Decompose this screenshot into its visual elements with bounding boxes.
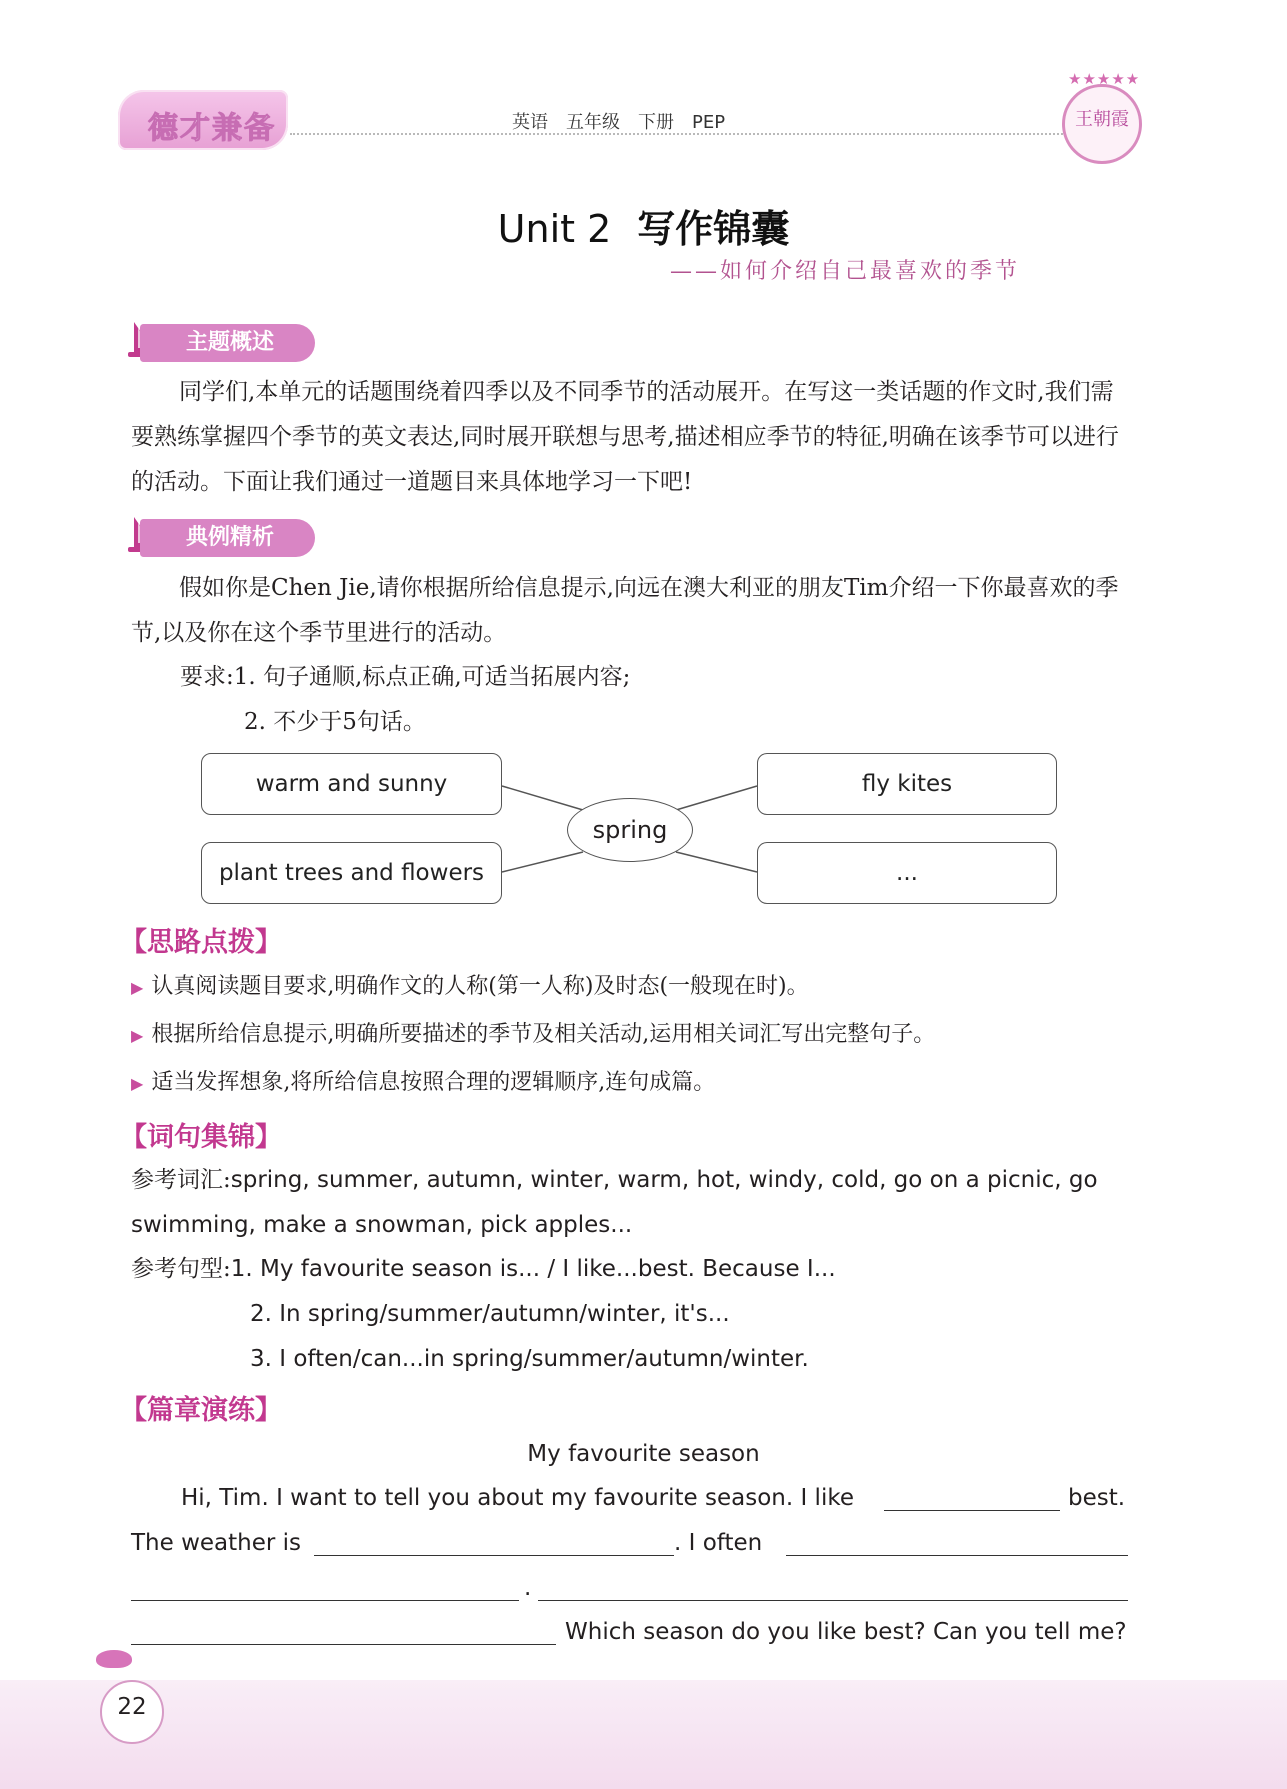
- vocab-words-line1: 参考词汇:spring, summer, autumn, winter, warm, hot, windy, cold, go on a picnic, go: [131, 1167, 1098, 1193]
- logo-text: 德才兼备: [148, 111, 276, 146]
- vocab-patterns-label: 参考句型:: [131, 1256, 231, 1282]
- blank-line3-b[interactable]: [538, 1600, 1128, 1601]
- tips-heading: 【思路点拨】: [120, 927, 282, 958]
- tip-item: ▶ 根据所给信息提示,明确所要描述的季节及相关活动,运用相关词汇写出完整句子。: [131, 1022, 936, 1047]
- blank-weather[interactable]: [314, 1555, 674, 1556]
- blank-activity[interactable]: [786, 1555, 1128, 1556]
- header-subject: 英语: [512, 112, 548, 133]
- vocab-pattern-2: 2. In spring/summer/autumn/winter, it's...: [250, 1301, 730, 1327]
- dolphin-icon: [96, 1650, 132, 1668]
- diagram-box-activity: plant trees and flowers: [201, 842, 502, 904]
- vocab-pattern-1: 参考句型:1. My favourite season is... / I like...best. Because I...: [131, 1256, 836, 1282]
- tip-item: ▶ 适当发挥想象,将所给信息按照合理的逻辑顺序,连句成篇。: [131, 1070, 716, 1095]
- requirement-2: 2. 不少于5句话。: [244, 709, 426, 735]
- blank-season[interactable]: [884, 1510, 1060, 1511]
- essay-closing: Which season do you like best? Can you tell me?: [565, 1619, 1127, 1645]
- essay-line1-end: best.: [1068, 1485, 1126, 1511]
- practice-heading: 【篇章演练】: [120, 1395, 282, 1426]
- header-edition: PEP: [692, 112, 726, 133]
- diagram-center-spring: spring: [567, 798, 693, 862]
- essay-line1-text: Hi, Tim. I want to tell you about my favourite season. I like: [181, 1485, 854, 1511]
- vocab-pattern-3: 3. I often/can...in spring/summer/autumn/winter.: [250, 1346, 809, 1372]
- footer-wave: [0, 1680, 1287, 1789]
- header-volume: 下册: [638, 112, 674, 133]
- header-grade: 五年级: [566, 112, 620, 133]
- diagram-box-kites: fly kites: [757, 753, 1057, 815]
- overview-paragraph: 同学们,本单元的话题围绕着四季以及不同季节的活动展开。在写这一类话题的作文时,我们需要熟练掌握四个季节的英文表达,同时展开联想与思考,描述相应季节的特征,明确在该季节可以进行的活动。下面让我们通过一道题目来具体地学习一下吧!: [131, 379, 1119, 495]
- diagram-box-more: ...: [757, 842, 1057, 904]
- unit-name: 写作锦囊: [637, 207, 790, 251]
- essay-line3-dot: .: [524, 1575, 532, 1601]
- example-prompt: 假如你是Chen Jie,请你根据所给信息提示,向远在澳大利亚的朋友Tim介绍一下你最喜欢的季节,以及你在这个季节里进行的活动。: [131, 575, 1119, 646]
- requirement-1: 要求:1. 句子通顺,标点正确,可适当拓展内容;: [180, 664, 631, 690]
- blank-line4[interactable]: [131, 1644, 556, 1645]
- vocab-heading: 【词句集锦】: [120, 1122, 282, 1153]
- vocab-words-line2: swimming, make a snowman, pick apples...: [131, 1212, 633, 1238]
- essay-title: My favourite season: [527, 1441, 760, 1467]
- page-subtitle: ——如何介绍自己最喜欢的季节: [670, 259, 1021, 284]
- page-number: 22: [117, 1694, 147, 1720]
- essay-line2-mid: . I often: [674, 1530, 763, 1556]
- star-icon: ★★★★★: [1068, 70, 1141, 88]
- section-tag-example: 典例精析: [140, 519, 315, 557]
- triangle-bullet-icon: ▶: [131, 978, 144, 997]
- seal-text: 王朝霞: [1075, 109, 1129, 130]
- unit-label: Unit 2: [497, 207, 612, 251]
- tip-item: ▶ 认真阅读题目要求,明确作文的人称(第一人称)及时态(一般现在时)。: [131, 974, 809, 999]
- triangle-bullet-icon: ▶: [131, 1026, 144, 1045]
- section-tag-overview: 主题概述: [140, 324, 315, 362]
- vocab-words-label: 参考词汇:: [131, 1167, 231, 1193]
- blank-line3-a[interactable]: [131, 1600, 519, 1601]
- essay-line2-text: The weather is: [131, 1530, 302, 1556]
- triangle-bullet-icon: ▶: [131, 1074, 144, 1093]
- diagram-box-weather: warm and sunny: [201, 753, 502, 815]
